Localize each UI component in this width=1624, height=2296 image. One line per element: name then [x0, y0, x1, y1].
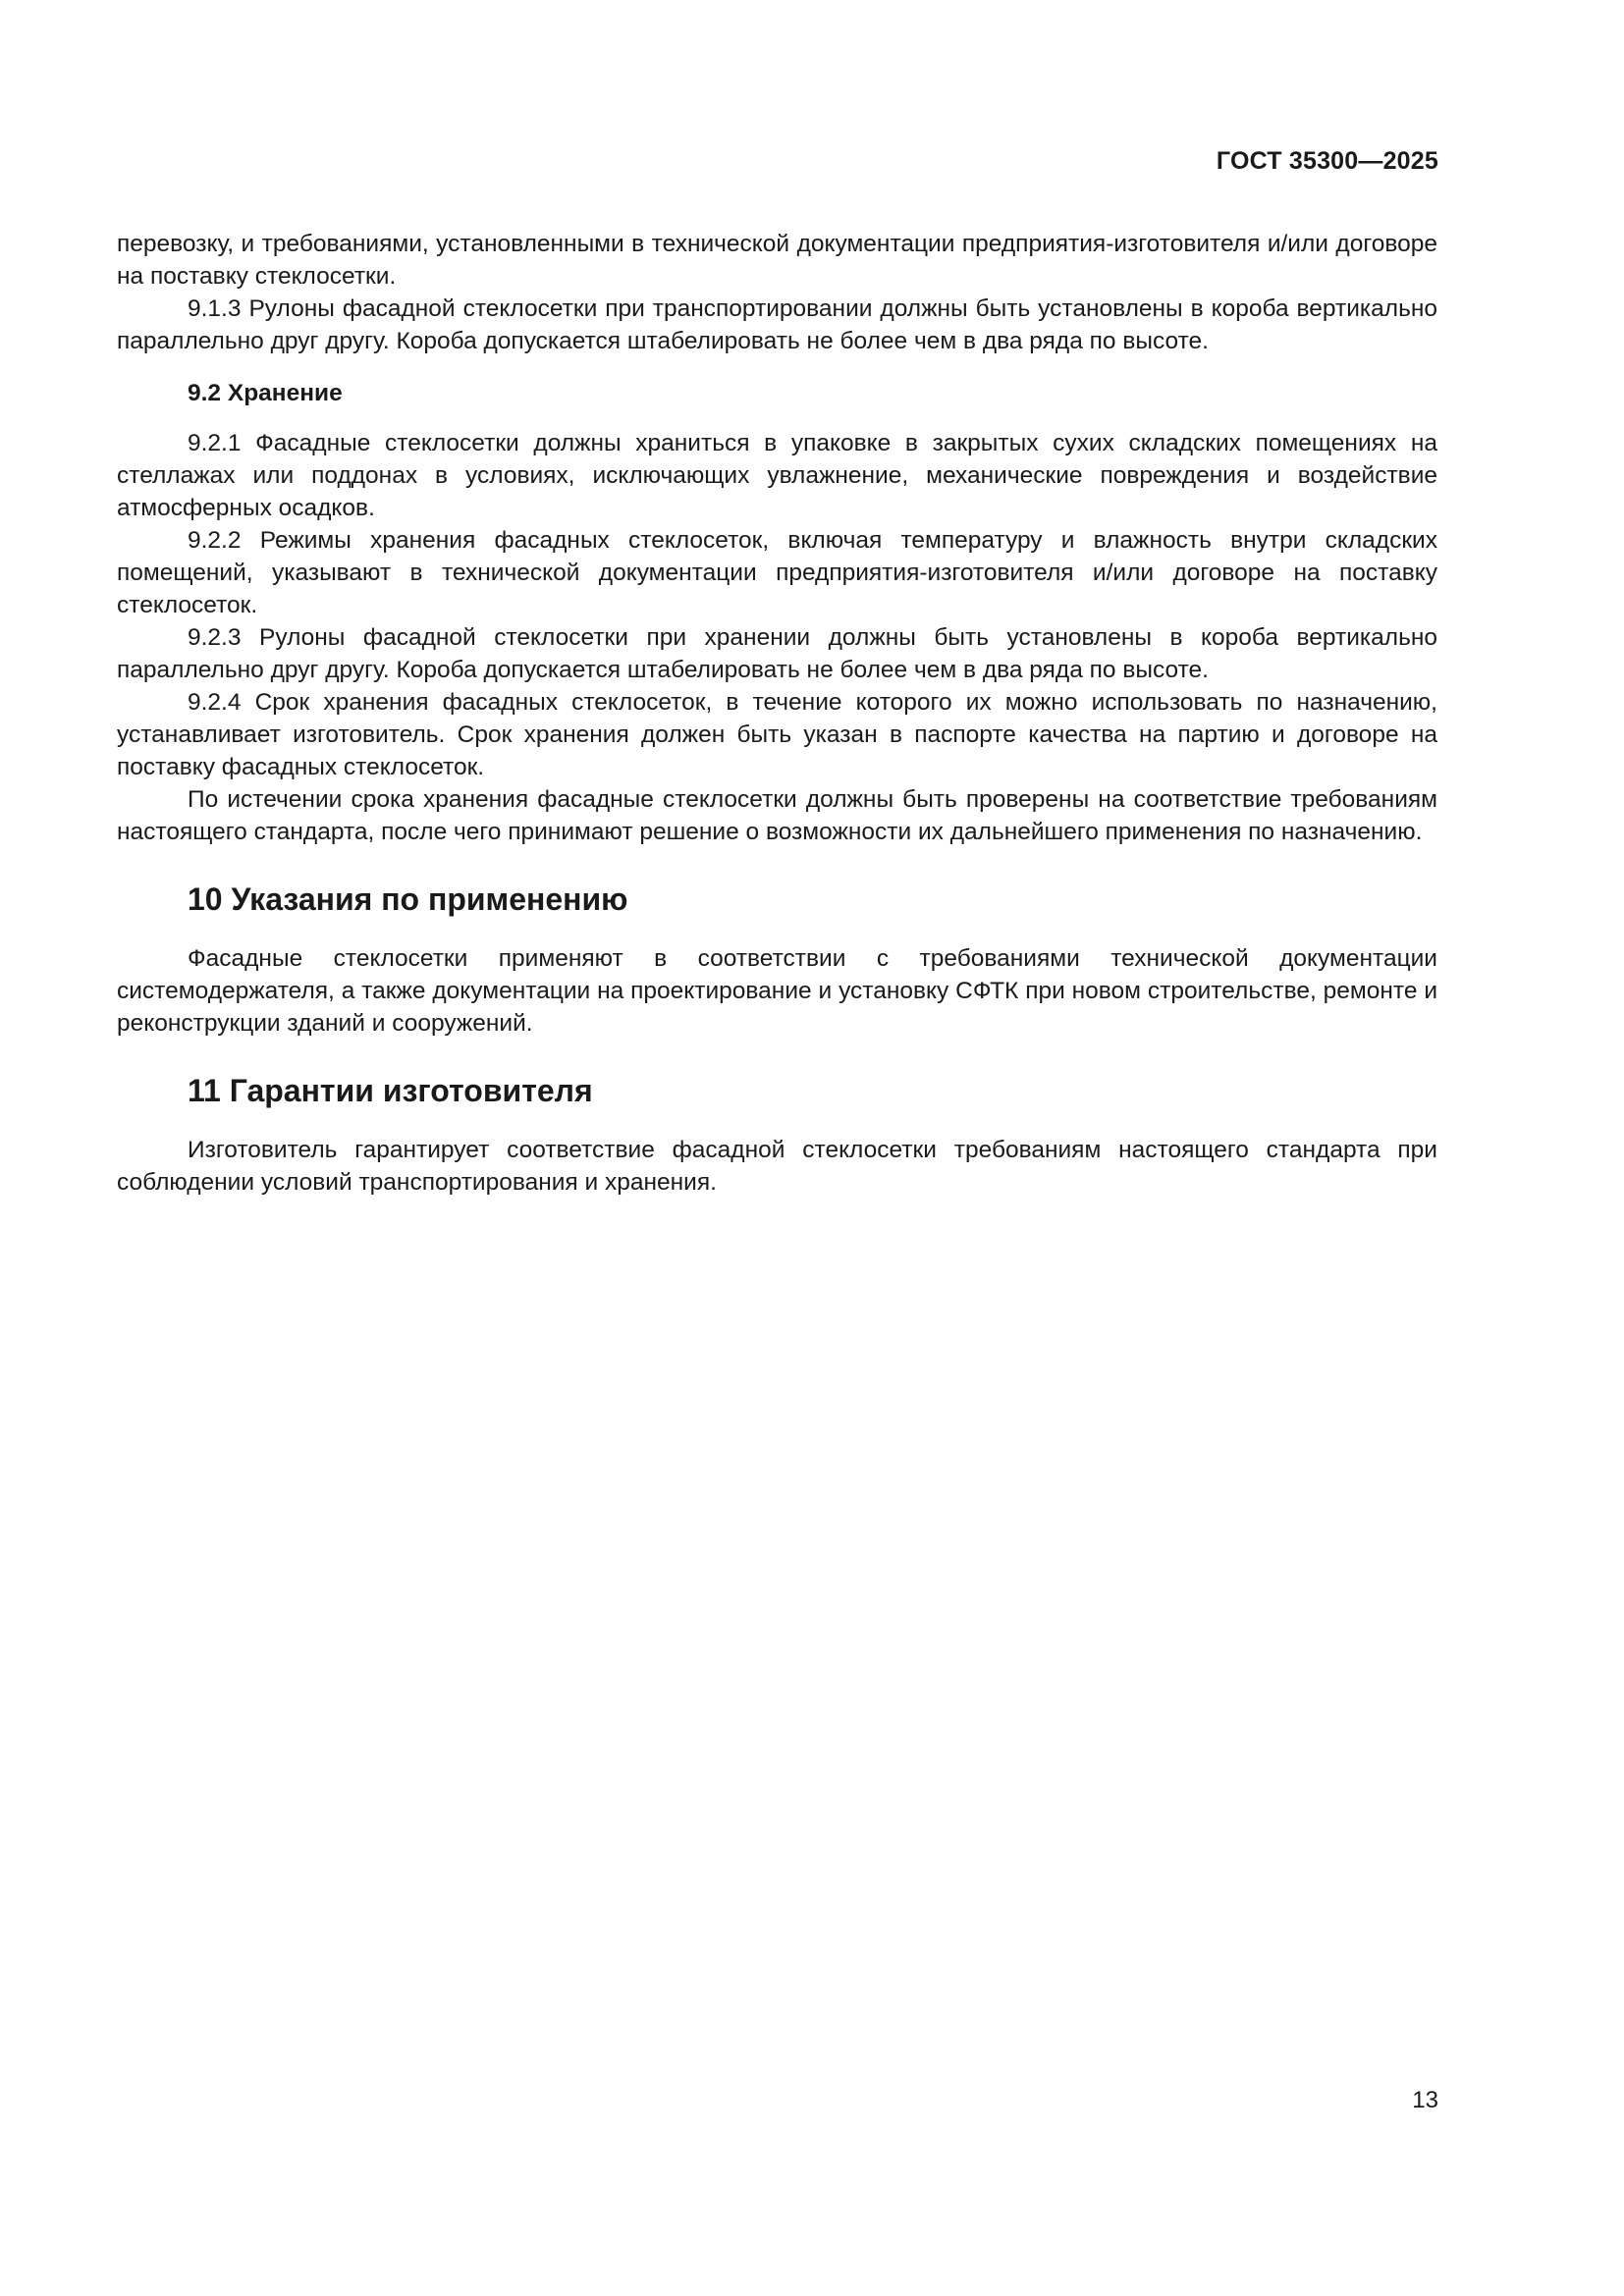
paragraph-9-2-3: 9.2.3 Рулоны фасадной стеклосетки при хранении должны быть установлены в короба вертикально параллельно друг другу. Короба допускается штабелировать не более чем в два ряда по высоте.	[117, 624, 1437, 683]
paragraph-9-1-3: 9.1.3 Рулоны фасадной стеклосетки при транспортировании должны быть установлены в короба вертикально параллельно друг другу. Короба допускается штабелировать не более чем в два ряда по высоте.	[117, 295, 1437, 354]
paragraph-9-2-4-continued: По истечении срока хранения фасадные стеклосетки должны быть проверены на соответствие требованиям настоящего стандарта, после чего принимают решение о возможности их дальнейшего применения по назначению.	[117, 786, 1437, 845]
page-number: 13	[1412, 2087, 1438, 2113]
document-header-id: ГОСТ 35300—2025	[1216, 147, 1438, 175]
paragraph-section-10: Фасадные стеклосетки применяют в соответствии с требованиями технической документации системодержателя, а также документации на проектирование и установку СФТК при новом строительстве, ремонте и реконструкции зданий и сооружений.	[117, 945, 1437, 1037]
paragraph-section-11: Изготовитель гарантирует соответствие фасадной стеклосетки требованиям настоящего стандарта при соблюдении условий транспортирования и хранения.	[117, 1137, 1437, 1196]
section-heading-11: 11 Гарантии изготовителя	[188, 1073, 593, 1108]
paragraph-continuation: перевозку, и требованиями, установленными в технической документации предприятия-изготовителя и/или договоре на поставку стеклосетки.	[117, 231, 1437, 290]
subsection-heading-9-2: 9.2 Хранение	[188, 380, 343, 406]
document-body	[117, 228, 1437, 1199]
section-heading-10: 10 Указания по применению	[188, 881, 628, 917]
paragraph-9-2-2: 9.2.2 Режимы хранения фасадных стеклосеток, включая температуру и влажность внутри складских помещений, указывают в технической документации предприятия-изготовителя и/или договоре на поставку стеклосеток.	[117, 527, 1437, 618]
paragraph-9-2-1: 9.2.1 Фасадные стеклосетки должны храниться в упаковке в закрытых сухих складских помещениях на стеллажах или поддонах в условиях, исключающих увлажнение, механические повреждения и воздействие атмосферных осадков.	[117, 430, 1437, 521]
paragraph-9-2-4: 9.2.4 Срок хранения фасадных стеклосеток, в течение которого их можно использовать по назначению, устанавливает изготовитель. Срок хранения должен быть указан в паспорте качества на партию и договоре на поставку фасадных стеклосеток.	[117, 689, 1437, 780]
